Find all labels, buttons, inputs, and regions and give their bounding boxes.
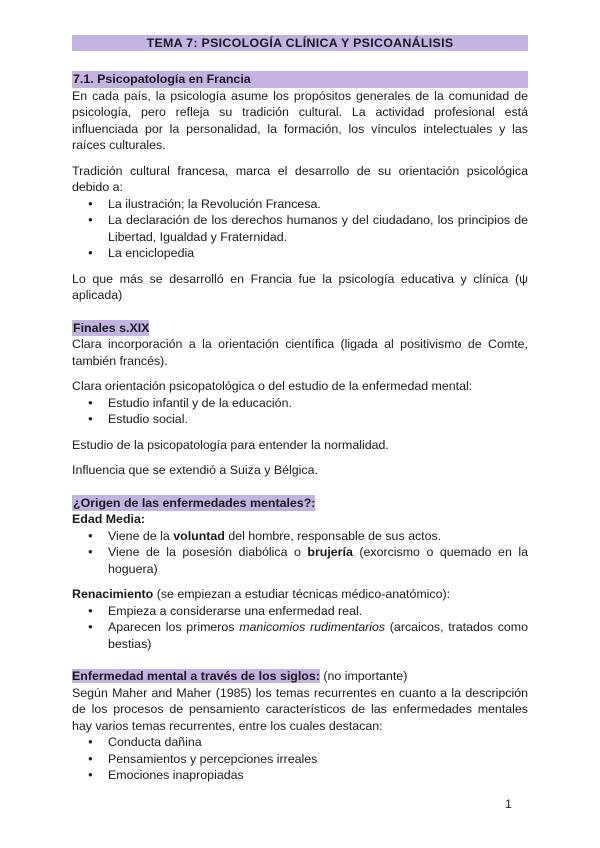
finales-paragraph-3: Estudio de la psicopatología para entender la normalidad. xyxy=(72,437,389,452)
renacimiento-paragraph: Renacimiento (se empiezan a estudiar técnicas médico-anatómico): xyxy=(72,587,451,601)
edad-media-list xyxy=(72,528,528,578)
list-item: ● Conducta dañina xyxy=(72,734,528,751)
list-item: ● Estudio social. xyxy=(72,411,528,428)
list-item: ● Aparecen los primeros manicomios rudimentarios (arcaicos, tratados como bestias) xyxy=(72,619,528,652)
finales-list xyxy=(72,395,528,428)
document-title: TEMA 7: PSICOLOGÍA CLÍNICA Y PSICOANÁLISIS xyxy=(72,35,528,51)
finales-paragraph-1: Clara incorporación a la orientación científica (ligada al positivismo de Comte, también francés). xyxy=(72,337,528,368)
section-heading-psicopatologia-francia: 7.1. Psicopatología en Francia xyxy=(72,71,528,88)
intro-paragraph: En cada país, la psicología asume los propósitos generales de la comunidad de psicología, pero refleja su tradición cultural. La actividad profesional está influenciada por la personalidad, la formación, los vínculos intelectuales y las raíces culturales. xyxy=(72,88,528,152)
list-item: ● La enciclopedia xyxy=(72,245,528,262)
list-item: ● Viene de la voluntad del hombre, responsable de sus actos. xyxy=(72,528,528,545)
siglos-paragraph: Según Maher and Maher (1985) los temas recurrentes en cuanto a la descripción de los procesos de pensamiento característicos de las enfermedades mentales hay varios temas recurrentes, entre los cuales destacan: xyxy=(72,685,528,733)
document-content xyxy=(72,35,528,784)
renacimiento-list xyxy=(72,603,528,653)
finales-paragraph-2: Clara orientación psicopatológica o del estudio de la enfermedad mental: xyxy=(72,379,473,393)
list-item: ● Estudio infantil y de la educación. xyxy=(72,395,528,412)
section-heading-origen: ¿Origen de las enfermedades mentales?: xyxy=(73,495,316,510)
page-number: 1 xyxy=(505,797,512,811)
list-item: ● Pensamientos y percepciones irreales xyxy=(72,751,528,768)
edad-media-label: Edad Media: xyxy=(72,512,145,526)
list-item: ● La declaración de los derechos humanos y del ciudadano, los principios de Libertad, Igualdad y Fraternidad. xyxy=(72,212,528,245)
list-item: ● Emociones inapropiadas xyxy=(72,767,528,784)
list-item: ● La ilustración; la Revolución Francesa. xyxy=(72,196,528,213)
section-heading-finales-xix: Finales s.XIX xyxy=(73,320,150,335)
summary-paragraph: Lo que más se desarrolló en Francia fue la psicología educativa y clínica (ψ aplicada) xyxy=(72,271,528,302)
tradition-list xyxy=(72,196,528,262)
section-heading-enfermedad-siglos: Enfermedad mental a través de los siglos: (no importante) xyxy=(72,669,408,683)
list-item: ● Empieza a considerarse una enfermedad real. xyxy=(72,603,528,620)
siglos-list xyxy=(72,734,528,784)
list-item: ● Viene de la posesión diabólica o brujería (exorcismo o quemado en la hoguera) xyxy=(72,544,528,577)
finales-paragraph-4: Influencia que se extendió a Suiza y Bélgica. xyxy=(72,463,318,477)
tradition-intro: Tradición cultural francesa, marca el desarrollo de su orientación psicológica debido a: xyxy=(72,163,528,194)
